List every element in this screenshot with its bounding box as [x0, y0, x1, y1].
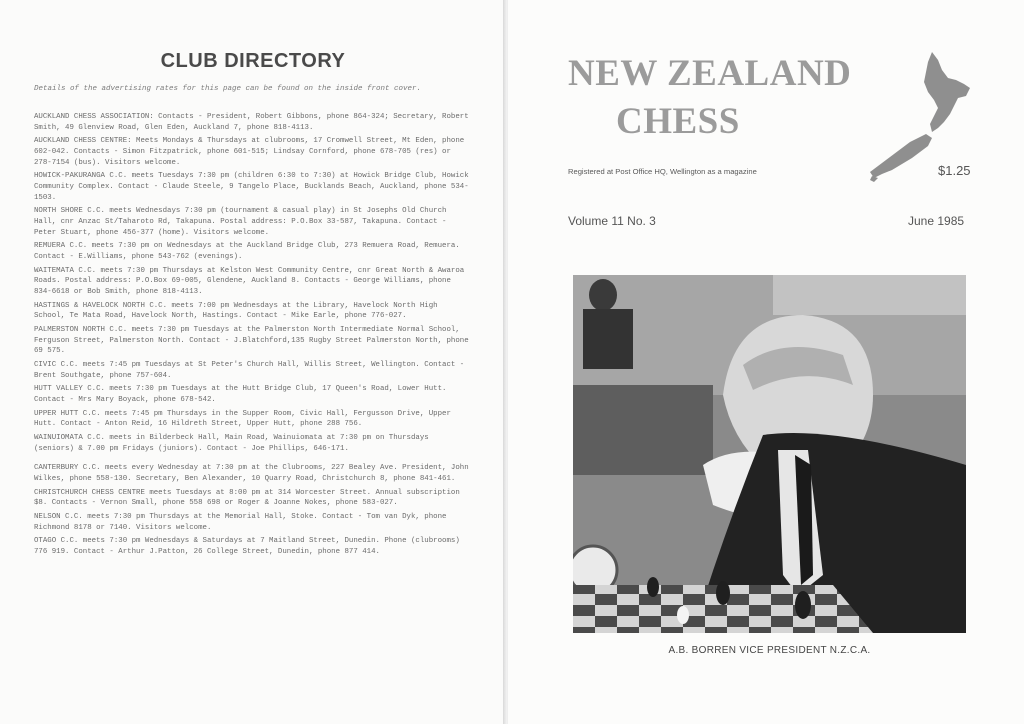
masthead-line-2: CHESS: [616, 101, 740, 142]
registration-notice: Registered at Post Office HQ, Wellington as a magazine: [568, 167, 757, 176]
cover-photo-illustration: [573, 275, 966, 633]
directory-entry: AUCKLAND CHESS CENTRE: Meets Mondays & Thursdays at clubrooms, 17 Cromwell Street, Mt Eden, phone 602-042. Contacts - Simon Fitzpatrick, phone 601-515; Lindsay Cornford, phone 678-705 (res) or 278-7154 (bus). Visitors welcome.: [34, 137, 465, 167]
left-page-club-directory: [0, 0, 506, 724]
directory-entry: CHRISTCHURCH CHESS CENTRE meets Tuesdays at 8:00 pm at 314 Worcester Street. Annual subscription $8. Contacts - Vernon Small, phone 558 698 or Roger & Joanne Nokes, phone 583-027.: [34, 488, 460, 508]
directory-title: CLUB DIRECTORY: [160, 50, 346, 72]
directory-entry: WAITEMATA C.C. meets 7:30 pm Thursdays at Kelston West Community Centre, cnr Great North & Awaroa Roads. Postal address: P.O.Box 69-005, Glendene, Auckland 8. Contacts - George Williams, phone 834-6618 or Bob Smith, phone 818-4113.: [34, 266, 465, 296]
directory-entry: PALMERSTON NORTH C.C. meets 7:30 pm Tuesdays at the Palmerston North Intermediate Normal School, Ferguson Street, Palmerston North. Contact - J.Blatchford,135 Rugby Street Palmerston North, phone 69 575.: [34, 326, 469, 356]
masthead-line-1: NEW ZEALAND: [568, 53, 852, 94]
cover-price: $1.25: [938, 163, 971, 178]
photo-caption: A.B. BORREN VICE PRESIDENT N.Z.C.A.: [668, 645, 871, 656]
directory-entry: HUTT VALLEY C.C. meets 7:30 pm Tuesdays at the Hutt Bridge Club, 17 Queen's Road, Lower Hutt. Contact - Mrs Mary Boyack, phone 678-542.: [34, 385, 447, 404]
directory-entry: NORTH SHORE C.C. meets Wednesdays 7:30 pm (tournament & casual play) in St Josephs Old Church Hall, cnr Anzac St/Taharoto Rd, Takapuna. Postal address: P.O.Box 33-587, Takapuna. Contact - Peter Stuart, phone 456-377 (home). Visitors welcome.: [34, 207, 447, 237]
directory-entries: [34, 112, 470, 561]
directory-entry: AUCKLAND CHESS ASSOCIATION: Contacts - President, Robert Gibbons, phone 864-324; Secretary, Robert Smith, 49 Glenview Road, Glen Eden, Auckland 7, phone 818-4113.: [34, 113, 469, 132]
directory-intro: Details of the advertising rates for this page can be found on the inside front cover.: [34, 85, 422, 93]
directory-entry: NELSON C.C. meets 7:30 pm Thursdays at the Memorial Hall, Stoke. Contact - Tom van Dyk, phone Richmond 8178 or 7140. Visitors welcome.: [34, 513, 447, 532]
directory-entry: CANTERBURY C.C. meets every Wednesday at 7:30 pm at the Clubrooms, 227 Bealey Ave. President, John Wilkes, phone 558-130. Secretary, Ben Alexander, 10 Quarry Road, Christchurch 8, phone 841-461.: [34, 464, 469, 483]
directory-entry: HASTINGS & HAVELOCK NORTH C.C. meets 7:00 pm Wednesdays at the Library, Havelock North High School, Te Mata Road, Havelock North, Hastings. Contact - Mike Earle, phone 776-027.: [34, 301, 438, 321]
directory-entry: REMUERA C.C. meets 7:30 pm on Wednesdays at the Auckland Bridge Club, 273 Remuera Road, Remuera. Contact - E.Williams, phone 543-762 (evenings).: [34, 242, 460, 261]
directory-entry: WAINUIOMATA C.C. meets in Bilderbeck Hall, Main Road, Wainuiomata at 7:30 pm on Thursdays (seniors) & 7.00 pm Fridays (juniors). Contact - Joe Phillips, 646-171.: [34, 434, 429, 453]
directory-entry: CIVIC C.C. meets 7:45 pm Tuesdays at St Peter's Church Hall, Willis Street, Wellington. Contact - Brent Southgate, phone 757-604.: [34, 360, 465, 380]
issue-date: June 1985: [908, 214, 965, 228]
directory-entry: HOWICK-PAKURANGA C.C. meets Tuesdays 7:30 pm (children 6:30 to 7:30) at Howick Bridge Club, Howick Community Complex. Contact - Claude Steele, 9 Tangelo Place, Bucklands Beach, Auckland, phone 534-1503.: [34, 172, 469, 202]
issue-volume: Volume 11 No. 3: [568, 214, 656, 228]
directory-entry: OTAGO C.C. meets 7:30 pm Wednesdays & Saturdays at 7 Maitland Street, Dunedin. Phone (clubrooms) 776 919. Contact - Arthur J.Patton, 26 College Street, Dunedin, phone 877 414.: [34, 537, 460, 556]
cover-photo: [573, 275, 966, 633]
directory-entry: UPPER HUTT C.C. meets 7:45 pm Thursdays in the Supper Room, Civic Hall, Fergusson Drive, Upper Hutt. Contact - Anton Reid, 16 Hildreth Street, Upper Hutt, phone 288 756.: [34, 409, 451, 429]
